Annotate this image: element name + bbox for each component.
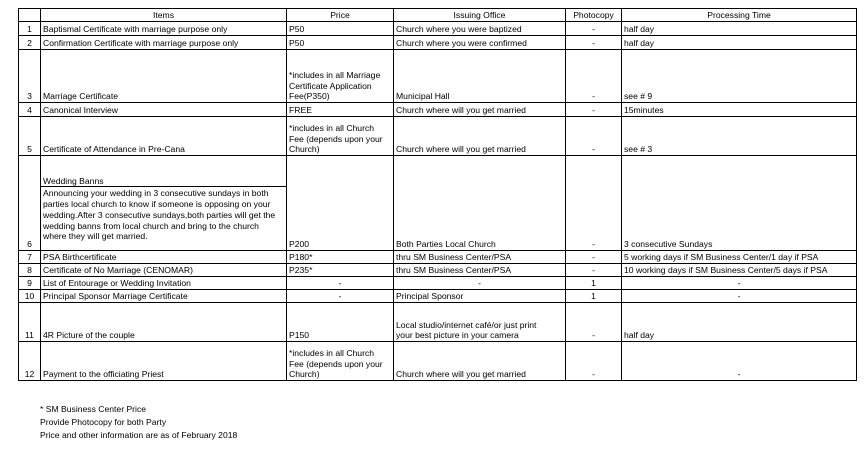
processing-cell: - bbox=[622, 277, 857, 290]
price-cell: P235* bbox=[287, 264, 394, 277]
item-cell: Confirmation Certificate with marriage purpose only bbox=[41, 36, 287, 50]
price-line: *includes in all Marriage bbox=[289, 69, 381, 80]
table-row bbox=[19, 117, 857, 156]
price-line: Church) bbox=[289, 369, 320, 380]
processing-cell: see # 3 bbox=[622, 117, 857, 156]
price-line: Certificate Application bbox=[289, 80, 372, 91]
row-number: 5 bbox=[19, 117, 41, 156]
price-cell bbox=[287, 117, 394, 156]
row-number: 8 bbox=[19, 264, 41, 277]
price-cell: P50 bbox=[287, 22, 394, 36]
price-line: Fee (depends upon your bbox=[289, 133, 383, 144]
processing-cell: half day bbox=[622, 36, 857, 50]
wedding-banns-title: Wedding Banns bbox=[41, 176, 286, 188]
table-row bbox=[19, 251, 857, 264]
table-row bbox=[19, 290, 857, 303]
table-row bbox=[19, 156, 857, 251]
processing-cell: see # 9 bbox=[622, 50, 857, 103]
row-number: 12 bbox=[19, 342, 41, 381]
price-line: Fee(P350) bbox=[289, 91, 330, 102]
header-num bbox=[19, 9, 41, 22]
photocopy-cell: - bbox=[566, 156, 622, 251]
office-cell: Church where will you get married bbox=[394, 117, 566, 156]
table-row bbox=[19, 50, 857, 103]
office-cell: thru SM Business Center/PSA bbox=[394, 251, 566, 264]
processing-cell: 10 working days if SM Business Center/5 days if PSA bbox=[622, 264, 857, 277]
row-number: 10 bbox=[19, 290, 41, 303]
requirements-sheet bbox=[18, 8, 856, 381]
footer-note-sm-price: * SM Business Center Price bbox=[40, 404, 147, 414]
price-line: *includes in all Church bbox=[289, 347, 375, 358]
photocopy-cell: - bbox=[566, 264, 622, 277]
item-cell: Payment to the officiating Priest bbox=[41, 342, 287, 381]
header-photocopy: Photocopy bbox=[566, 9, 622, 22]
photocopy-cell: - bbox=[566, 50, 622, 103]
photocopy-cell: - bbox=[566, 251, 622, 264]
requirements-table bbox=[18, 8, 857, 381]
processing-cell: - bbox=[622, 342, 857, 381]
row-number: 11 bbox=[19, 303, 41, 342]
item-cell: Certificate of Attendance in Pre-Cana bbox=[41, 117, 287, 156]
processing-cell: 3 consecutive Sundays bbox=[622, 156, 857, 251]
table-row bbox=[19, 303, 857, 342]
office-cell: Church where you were baptized bbox=[394, 22, 566, 36]
price-line: *includes in all Church bbox=[289, 122, 375, 133]
price-cell bbox=[287, 342, 394, 381]
office-line: your best picture in your camera bbox=[396, 330, 519, 341]
item-cell: Marriage Certificate bbox=[41, 50, 287, 103]
photocopy-cell: - bbox=[566, 22, 622, 36]
wedding-banns-description: Announcing your wedding in 3 consecutive sundays in both parties local church to know if someone is opposing on your wedding.After 3 consecutive sundays,both parties will get the wedding banns from local church and bring to the church where they will get married. bbox=[43, 188, 276, 242]
item-cell: Certificate of No Marriage (CENOMAR) bbox=[41, 264, 287, 277]
price-cell: - bbox=[287, 290, 394, 303]
price-line: Church) bbox=[289, 144, 320, 155]
office-cell: - bbox=[394, 277, 566, 290]
processing-cell: - bbox=[622, 290, 857, 303]
photocopy-cell: 1 bbox=[566, 277, 622, 290]
office-cell: Church where will you get married bbox=[394, 342, 566, 381]
office-cell: Principal Sponsor bbox=[394, 290, 566, 303]
price-cell: FREE bbox=[287, 103, 394, 117]
table-row bbox=[19, 342, 857, 381]
header-issuing-office: Issuing Office bbox=[394, 9, 566, 22]
item-cell: 4R Picture of the couple bbox=[41, 303, 287, 342]
office-cell: Church where will you get married bbox=[394, 103, 566, 117]
processing-cell: 5 working days if SM Business Center/1 day if PSA bbox=[622, 251, 857, 264]
row-number: 3 bbox=[19, 50, 41, 103]
table-row bbox=[19, 36, 857, 50]
photocopy-cell: - bbox=[566, 303, 622, 342]
office-line: Local studio/internet café/or just print bbox=[396, 319, 537, 330]
photocopy-cell: - bbox=[566, 117, 622, 156]
photocopy-cell: - bbox=[566, 36, 622, 50]
photocopy-cell: 1 bbox=[566, 290, 622, 303]
price-cell: P200 bbox=[287, 156, 394, 251]
price-cell: - bbox=[287, 277, 394, 290]
price-cell: P150 bbox=[287, 303, 394, 342]
item-cell: List of Entourage or Wedding Invitation bbox=[41, 277, 287, 290]
row-number: 6 bbox=[19, 156, 41, 251]
item-cell: Baptismal Certificate with marriage purpose only bbox=[41, 22, 287, 36]
table-row bbox=[19, 264, 857, 277]
table-row bbox=[19, 103, 857, 117]
item-cell: PSA Birthcertificate bbox=[41, 251, 287, 264]
office-cell bbox=[394, 303, 566, 342]
office-cell: Both Parties Local Church bbox=[394, 156, 566, 251]
processing-cell: half day bbox=[622, 22, 857, 36]
processing-cell: half day bbox=[622, 303, 857, 342]
footer-notes bbox=[40, 403, 237, 442]
office-cell: Municipal Hall bbox=[394, 50, 566, 103]
header-processing-time: Processing Time bbox=[622, 9, 857, 22]
footer-note-as-of-date: Price and other information are as of February 2018 bbox=[40, 430, 238, 440]
office-cell: Church where you were confirmed bbox=[394, 36, 566, 50]
price-cell: P180* bbox=[287, 251, 394, 264]
footer-note-photocopy: Provide Photocopy for both Party bbox=[40, 417, 167, 427]
price-cell: P50 bbox=[287, 36, 394, 50]
item-cell: Principal Sponsor Marriage Certificate bbox=[41, 290, 287, 303]
table-row bbox=[19, 277, 857, 290]
header-items: Items bbox=[41, 9, 287, 22]
photocopy-cell: - bbox=[566, 103, 622, 117]
price-cell bbox=[287, 50, 394, 103]
row-number: 1 bbox=[19, 22, 41, 36]
office-cell: thru SM Business Center/PSA bbox=[394, 264, 566, 277]
row-number: 7 bbox=[19, 251, 41, 264]
table-row bbox=[19, 22, 857, 36]
item-cell bbox=[41, 156, 287, 251]
price-line: Fee (depends upon your bbox=[289, 358, 383, 369]
table-header-row bbox=[19, 9, 857, 22]
processing-cell: 15minutes bbox=[622, 103, 857, 117]
row-number: 2 bbox=[19, 36, 41, 50]
photocopy-cell: - bbox=[566, 342, 622, 381]
item-cell: Canonical Interview bbox=[41, 103, 287, 117]
row-number: 4 bbox=[19, 103, 41, 117]
row-number: 9 bbox=[19, 277, 41, 290]
header-price: Price bbox=[287, 9, 394, 22]
